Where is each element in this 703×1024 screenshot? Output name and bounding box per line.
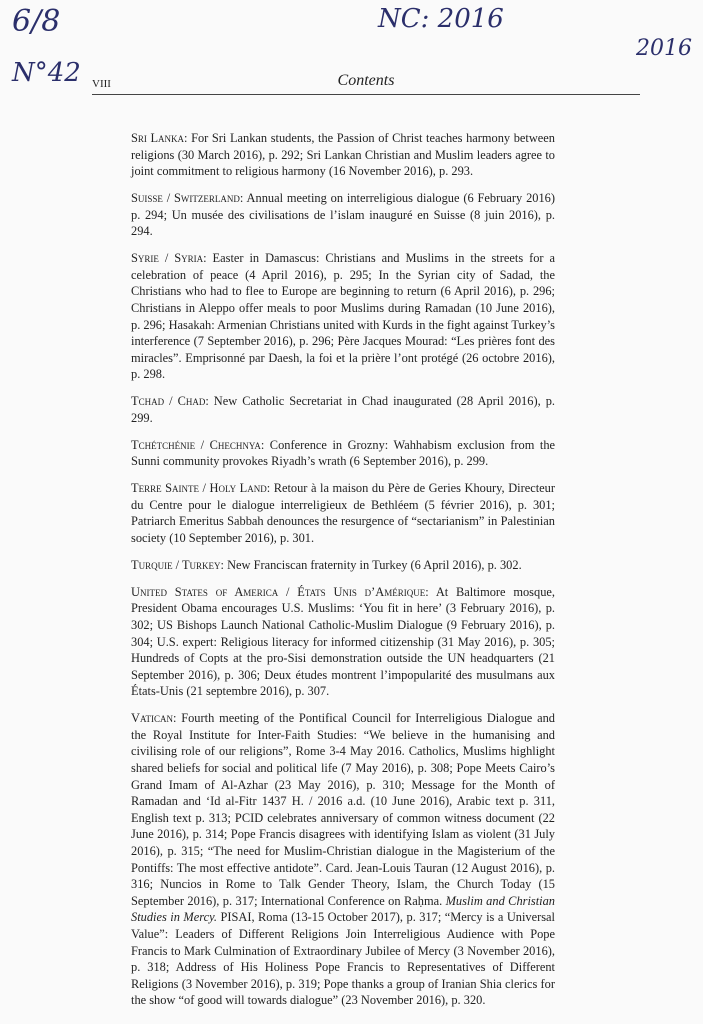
entry-chechnya	[131, 437, 555, 470]
handwritten-year: 2016	[636, 36, 692, 61]
entry-sri-lanka	[131, 130, 555, 180]
entry-italic-title: Muslim and Christian Studies in Mercy.	[131, 893, 555, 925]
handwritten-number: N°42	[12, 58, 81, 88]
contents-list	[131, 130, 555, 1019]
entry-text: At Baltimore mosque, President Obama encourages U.S. Muslims: ‘You fit in here’ (3 February 2016), p. 302; US Bishops Launch National Catholic-Muslim Dialogue (9 February 2016), p. 304; U.S. expert: Religious literacy for informed citizenship (31 May 2016), p. 305; Hundreds of Copts at the pro-Sisi demonstration outside the UN headquarters (21 September 2016), p. 306; Deux études montrent l’impopularité des musulmans aux États-Unis (21 septembre 2016), p. 307.	[131, 584, 555, 699]
entry-text: Annual meeting on interreligious dialogue (6 February 2016) p. 294; Un musée des civilisations de l’islam inauguré en Suisse (8 juin 2016), p. 294.	[131, 191, 555, 239]
handwritten-page-mark: 6/8	[12, 4, 61, 39]
country-label: Suisse / Switzerland:	[131, 191, 244, 206]
handwritten-nc-note: NC: 2016	[378, 4, 504, 34]
country-label: Turquie / Turkey:	[131, 557, 224, 572]
entry-syria	[131, 250, 555, 383]
country-label: Terre Sainte / Holy Land:	[131, 481, 271, 496]
entry-text-continued: PISAI, Roma (13-15 October 2017), p. 317; “Mercy is a Universal Value”: Leaders of Different Religions Join Interreligious Audience with Pope Francis to Mark Culmination of Extraordinary Jubilee of Mercy (3 November 2016), p. 318; Address of His Holiness Pope Francis to Representatives of Different Religions (3 November 2016), p. 319; Pope thanks a group of Iranian Shia clerics for the show “of good will towards dialogue” (23 November 2016), p. 320.	[131, 910, 555, 1008]
entry-usa	[131, 584, 555, 700]
entry-text: Fourth meeting of the Pontifical Council for Interreligious Dialogue and the Royal Institute for Inter-Faith Studies: “We believe in the humanising and civilising role of our religions”, Rome 3-4 May 2016. Catholics, Muslims highlight shared beliefs for social and political life (7 May 2016), p. 308; Pope Meets Cairo’s Grand Imam of Al-Azhar (23 May 2016), p. 310; Message for the Month of Ramadan and ‘Id al-Fitr 1437 H. / 2016 a.d. (10 June 2016), Arabic text p. 311, English text p. 313; PCID celebrates anniversary of common witness document (22 June 2016), p. 314; Pope Francis disagrees with identifying Islam as violent (31 July 2016), p. 315; “The need for Muslim-Christian dialogue in the Magisterium of the Pontiffs: The most effective antidote”. Card. Jean-Louis Tauran (12 August 2016), p. 316; Nuncios in Rome to Talk Gender Theory, Islam, the Church Today (15 September 2016), p. 317; International Conference on Raḥma.	[131, 711, 555, 908]
entry-text: Conference in Grozny: Wahhabism exclusion from the Sunni community provokes Riyadh’s wrath (6 September 2016), p. 299.	[131, 437, 556, 469]
entry-switzerland	[131, 190, 555, 240]
country-label: Tchad / Chad:	[131, 394, 209, 409]
entry-text: Easter in Damascus: Christians and Muslims in the streets for a celebration of peace (4 April 2016), p. 295; In the Syrian city of Sadad, the Christians who had to flee to Europe are beginning to return (6 April 2016), p. 296; Christians in Aleppo offer meals to poor Muslims during Ramadan (10 June 2016), p. 296; Hasakah: Armenian Christians united with Kurds in the fight against Turkey’s interference (7 September 2016), p. 296; Père Jacques Mourad: “Les prières font des miracles”. Emprisonné par Daesh, la foi et la prière l’ont protégé (26 octobre 2016), p. 298.	[131, 251, 556, 382]
country-label: Vatican:	[131, 711, 177, 726]
entry-vatican	[131, 710, 555, 1009]
country-label: Sri Lanka:	[131, 131, 188, 145]
entry-turkey	[131, 557, 555, 574]
country-label: Tchétchénie / Chechnya:	[131, 437, 265, 452]
country-label: Syrie / Syria:	[131, 251, 207, 266]
entry-chad	[131, 393, 555, 426]
country-label: United States of America / États Unis d’Amérique:	[131, 584, 429, 599]
page-header	[92, 72, 640, 95]
entry-text: For Sri Lankan students, the Passion of Christ teaches harmony between religions (30 March 2016), p. 292; Sri Lankan Christian and Muslim leaders agree to joint commitment to religious harmony (16 November 2016), p. 293.	[131, 131, 556, 179]
page-title: Contents	[337, 72, 395, 89]
entry-text: New Catholic Secretariat in Chad inaugurated (28 April 2016), p. 299.	[131, 394, 555, 425]
page-number: VIII	[92, 78, 111, 90]
entry-text: New Franciscan fraternity in Turkey (6 April 2016), p. 302.	[224, 557, 522, 572]
entry-holy-land	[131, 480, 555, 546]
entry-text: Retour à la maison du Père de Geries Khoury, Directeur du Centre pour le dialogue interreligieux de Bethléem (5 février 2016), p. 301; Patriarch Emeritus Sabbah denounces the resurgence of “sectarianism” in Palestinian society (10 September 2016), p. 301.	[131, 481, 555, 545]
